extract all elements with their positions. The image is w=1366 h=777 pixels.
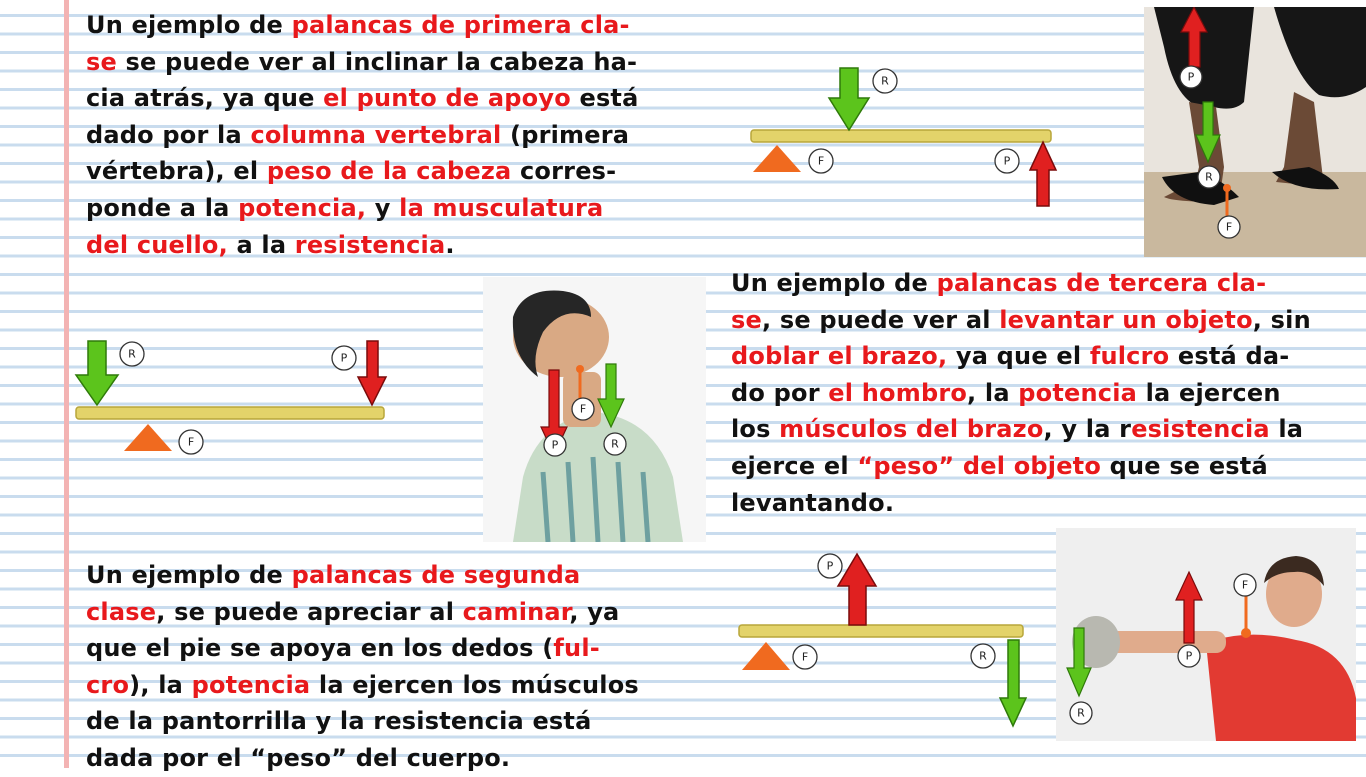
fulcrum-label bbox=[809, 149, 833, 173]
fulcrum-label bbox=[1234, 574, 1256, 596]
notebook-margin-line bbox=[64, 0, 69, 768]
power-arrow bbox=[1030, 142, 1056, 206]
resistance-arrow bbox=[829, 68, 869, 130]
power-label bbox=[544, 434, 566, 456]
svg-text:F: F bbox=[817, 154, 825, 168]
power-label bbox=[995, 149, 1019, 173]
power-label bbox=[332, 346, 356, 370]
svg-text:R: R bbox=[611, 437, 619, 451]
svg-text:P: P bbox=[340, 351, 348, 365]
power-label bbox=[1178, 645, 1200, 667]
lever-bar bbox=[76, 407, 384, 419]
fulcrum-label bbox=[572, 398, 594, 420]
head-tilt-photo bbox=[483, 277, 706, 542]
resistance-label bbox=[120, 342, 144, 366]
fulcrum-label bbox=[1218, 216, 1240, 238]
fulcrum-triangle bbox=[753, 145, 801, 172]
svg-text:P: P bbox=[1185, 649, 1193, 663]
svg-text:P: P bbox=[551, 438, 559, 452]
lever-bar bbox=[751, 130, 1051, 142]
power-label bbox=[818, 554, 842, 578]
svg-text:R: R bbox=[881, 74, 889, 88]
svg-text:P: P bbox=[1003, 154, 1011, 168]
fulcrum-label bbox=[793, 645, 817, 669]
lever-bar bbox=[739, 625, 1023, 637]
resistance-label bbox=[873, 69, 897, 93]
lever-third-class-diagram bbox=[733, 548, 1033, 733]
resistance-label bbox=[1198, 166, 1220, 188]
fulcrum-triangle bbox=[124, 424, 172, 451]
svg-text:P: P bbox=[826, 559, 834, 573]
fulcrum-triangle bbox=[742, 642, 790, 670]
svg-text:F: F bbox=[1241, 578, 1249, 592]
third-class-lever-paragraph: Un ejemplo de palancas de tercera cla- se, se puede ver al levantar un objeto, sin doblar el brazo, ya que el fulcro está da- do por el hombro, la potencia la ejercen los músculos del brazo, y la resistencia la ejerce el “peso” del objeto que se está levantando. bbox=[731, 269, 1311, 517]
resistance-label bbox=[604, 433, 626, 455]
svg-text:R: R bbox=[1077, 706, 1085, 720]
fulcrum-label bbox=[179, 430, 203, 454]
svg-text:P: P bbox=[1187, 70, 1195, 84]
power-arrow bbox=[838, 554, 876, 625]
walking-feet-photo bbox=[1144, 7, 1366, 257]
svg-text:F: F bbox=[187, 435, 195, 449]
arm-extended-photo bbox=[1056, 528, 1356, 741]
lever-second-class-diagram bbox=[745, 62, 1065, 212]
svg-text:F: F bbox=[1225, 220, 1233, 234]
power-label bbox=[1180, 66, 1202, 88]
svg-text:F: F bbox=[579, 402, 587, 416]
svg-text:R: R bbox=[128, 347, 136, 361]
resistance-arrow bbox=[1000, 640, 1026, 726]
resistance-arrow bbox=[76, 341, 118, 405]
resistance-label bbox=[1070, 702, 1092, 724]
lever-first-class-diagram bbox=[70, 335, 400, 460]
first-class-lever-paragraph: Un ejemplo de palancas de primera cla- se se puede ver al inclinar la cabeza ha- cia atrás, ya que el punto de apoyo está dado por la columna vertebral (primera vértebra), el peso de la cabeza corres- ponde a la potencia, y la musculatura del cuello, a la resistencia. bbox=[86, 11, 639, 259]
svg-text:R: R bbox=[1205, 170, 1213, 184]
resistance-label bbox=[971, 644, 995, 668]
svg-text:R: R bbox=[979, 649, 987, 663]
power-arrow bbox=[358, 341, 386, 405]
svg-text:F: F bbox=[801, 650, 809, 664]
second-class-lever-paragraph: Un ejemplo de palancas de segunda clase, se puede apreciar al caminar, ya que el pie se apoya en los dedos (ful- cro), la potencia la ejercen los músculos de la pantorrilla y la resistencia está dada por el “peso” del cuerpo. bbox=[86, 561, 639, 772]
